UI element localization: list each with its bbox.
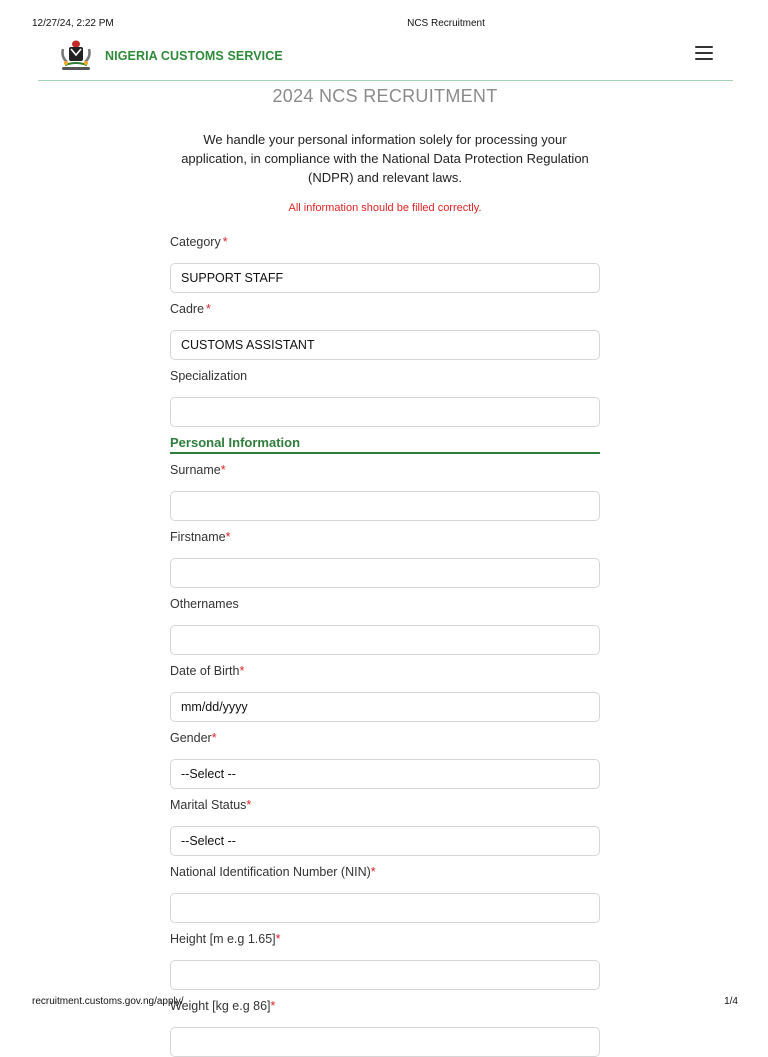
- nin-input[interactable]: [170, 893, 600, 923]
- othernames-label: Othernames: [170, 597, 239, 611]
- required-marker: *: [275, 932, 281, 946]
- specialization-label: Specialization: [170, 369, 248, 383]
- print-datetime: 12/27/24, 2:22 PM: [32, 18, 114, 29]
- gender-label: Gender*: [170, 731, 217, 745]
- specialization-select[interactable]: [170, 397, 600, 427]
- surname-label: Surname*: [170, 463, 226, 477]
- required-marker: *: [270, 999, 276, 1013]
- required-marker: *: [220, 463, 226, 477]
- firstname-label: Firstname*: [170, 530, 231, 544]
- surname-input[interactable]: [170, 491, 600, 521]
- required-marker: *: [246, 798, 252, 812]
- height-input[interactable]: [170, 960, 600, 990]
- cadre-select[interactable]: CUSTOMS ASSISTANT: [170, 330, 600, 360]
- print-doc-title: NCS Recruitment: [407, 18, 485, 29]
- page-url: recruitment.customs.gov.ng/apply/: [32, 996, 184, 1007]
- coat-of-arms-logo-icon[interactable]: [57, 37, 95, 75]
- weight-input[interactable]: [170, 1027, 600, 1057]
- personal-information-heading: Personal Information: [170, 434, 600, 454]
- dob-label: Date of Birth*: [170, 664, 245, 678]
- required-marker: *: [206, 302, 211, 316]
- application-form: [170, 226, 600, 1057]
- marital-status-label: Marital Status*: [170, 798, 252, 812]
- required-marker: *: [222, 235, 228, 249]
- print-header: [0, 0, 768, 30]
- othernames-input[interactable]: [170, 625, 600, 655]
- brand-name[interactable]: NIGERIA CUSTOMS SERVICE: [105, 49, 283, 63]
- firstname-input[interactable]: [170, 558, 600, 588]
- hamburger-menu-icon[interactable]: [695, 46, 713, 62]
- page-number: 1/4: [724, 996, 738, 1007]
- navbar: [38, 36, 733, 81]
- category-label: Category *: [170, 235, 228, 249]
- category-select[interactable]: SUPPORT STAFF: [170, 263, 600, 293]
- required-marker: *: [211, 731, 217, 745]
- privacy-notice: We handle your personal information solely for processing your application, in compliance with the National Data Protection Regulation (NDPR) and relevant laws.: [181, 132, 589, 185]
- cadre-label: Cadre *: [170, 302, 211, 316]
- dob-input[interactable]: mm/dd/yyyy: [170, 692, 600, 722]
- print-footer: [0, 996, 768, 1014]
- height-label: Height [m e.g 1.65]*: [170, 932, 281, 946]
- marital-status-select[interactable]: --Select --: [170, 826, 600, 856]
- weight-label: Weight [kg e.g 86]*: [170, 999, 276, 1013]
- required-marker: *: [370, 865, 376, 879]
- gender-select[interactable]: --Select --: [170, 759, 600, 789]
- nin-label: National Identification Number (NIN)*: [170, 865, 376, 879]
- page-title: 2024 NCS RECRUITMENT: [272, 86, 498, 106]
- required-marker: *: [225, 530, 231, 544]
- form-warning: All information should be filled correctly.: [288, 202, 482, 214]
- required-marker: *: [239, 664, 245, 678]
